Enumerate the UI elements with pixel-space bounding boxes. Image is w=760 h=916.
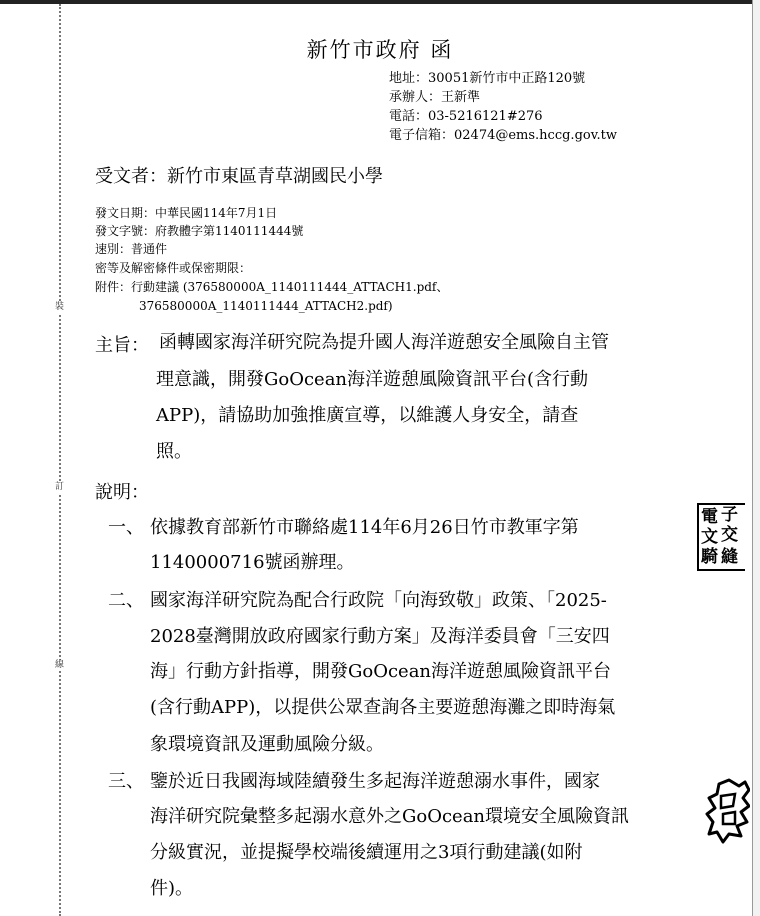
stamp-char: 縫 [721, 547, 738, 567]
item-line: 2028臺灣開放政府國家行動方案」及海洋委員會「三安四 [150, 626, 610, 647]
binding-line [59, 4, 61, 916]
meta-speed: 速別：普通件 [95, 242, 168, 256]
subject-line: 函轉國家海洋研究院為提升國人海洋遊憩安全風險自主管 [159, 332, 609, 353]
document-title: 新竹市政府 函 [306, 38, 454, 62]
item-line: 1140000716號函辦理。 [150, 552, 355, 573]
contact-phone: 電話：03-5216121#276 [389, 109, 543, 124]
page-top-border [0, 0, 752, 4]
seam-seal-icon [705, 776, 750, 844]
item-line: (含行動APP)，以提供公眾查詢各主要遊憩海灘之即時海氣 [150, 697, 616, 718]
item-line: 海」行動方針指導，開發GoOcean海洋遊憩風險資訊平台 [150, 661, 612, 682]
binding-mark-zhuang: 裝 [55, 302, 65, 312]
item-line: 分級實況，並提擬學校端後續運用之3項行動建議(如附 [150, 842, 583, 863]
contact-address: 地址：30051新竹市中正路120號 [389, 71, 586, 86]
item-line: 鑒於近日我國海域陸續發生多起海洋遊憩溺水事件，國家 [150, 771, 600, 792]
item-line: 國家海洋研究院為配合行政院「向海致敬」政策、「2025- [150, 590, 607, 611]
subject-label: 主旨： [95, 335, 149, 356]
item-line: 海洋研究院彙整多起溺水意外之GoOcean環境安全風險資訊 [150, 806, 630, 827]
item-line: 依據教育部新竹市聯絡處114年6月26日竹市教軍字第 [150, 517, 579, 538]
item-number: 二、 [108, 590, 144, 611]
subject-line: 理意識，開發GoOcean海洋遊憩風險資訊平台(含行動 [156, 369, 589, 390]
stamp-char: 電 [701, 507, 718, 527]
meta-attachment: 附件：行動建議 (376580000A_1140111444_ATTACH1.pdf、 [95, 280, 449, 294]
subject-line: 照。 [156, 441, 192, 462]
stamp-char: 文 [701, 527, 718, 547]
subject-line: APP)，請協助加強推廣宣導，以維護人身安全，請查 [156, 405, 579, 426]
meta-security: 密等及解密條件或保密期限： [95, 261, 252, 275]
stamp-char: 交 [721, 525, 738, 545]
page-edge [752, 0, 760, 916]
explanation-label: 說明： [95, 482, 149, 503]
contact-email: 電子信箱：02474@ems.hccg.gov.tw [389, 128, 618, 143]
item-number: 三、 [108, 771, 144, 792]
meta-number: 發文字號：府教體字第1140111444號 [95, 224, 304, 238]
binding-mark-ding: 訂 [55, 482, 65, 492]
stamp-char: 子 [721, 505, 738, 525]
recipient: 受文者：新竹市東區青草湖國民小學 [95, 166, 383, 187]
meta-date: 發文日期：中華民國114年7月1日 [95, 206, 278, 220]
item-number: 一、 [108, 517, 144, 538]
stamp-char: 騎 [701, 547, 718, 567]
item-line: 象環境資訊及運動風險分級。 [150, 734, 384, 755]
binding-mark-xian: 線 [55, 660, 65, 670]
seam-stamp [697, 503, 745, 571]
meta-attachment-cont: 376580000A_1140111444_ATTACH2.pdf) [139, 299, 393, 313]
item-line: 件)。 [150, 878, 194, 899]
contact-handler: 承辦人：王新準 [389, 90, 481, 105]
